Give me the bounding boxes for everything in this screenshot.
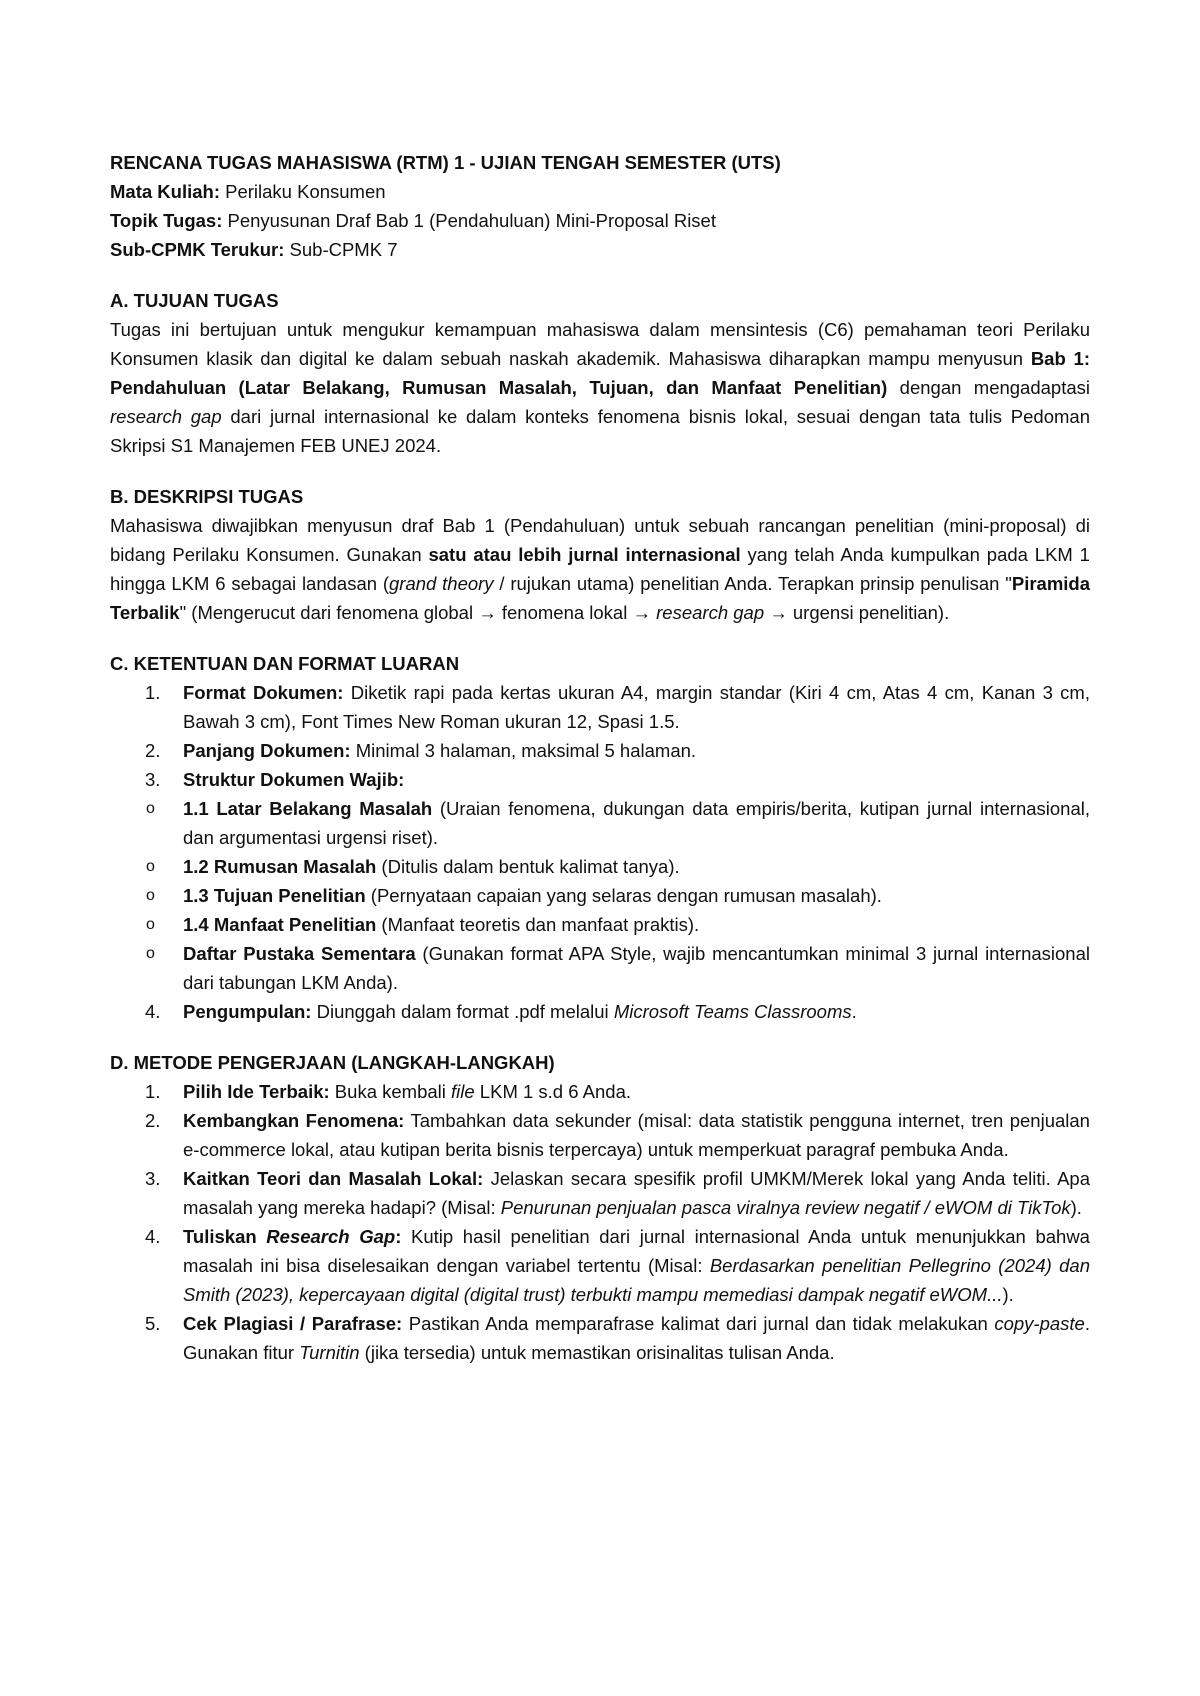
document-title: RENCANA TUGAS MAHASISWA (RTM) 1 - UJIAN TENGAH SEMESTER (UTS) [110,152,781,173]
item-label: 1.4 Manfaat Penelitian [183,914,377,935]
item-label: Cek Plagiasi / Parafrase: [183,1313,403,1334]
item-label: : [395,1226,402,1247]
list-number: 3. [145,769,161,790]
text-run: ). [1070,1197,1082,1218]
item-text: (Pernyataan capaian yang selaras dengan rumusan masalah). [365,885,882,906]
list-number: 5. [145,1313,161,1334]
list-number: 3. [145,1168,161,1189]
course-line [110,177,1090,206]
text-run: dengan mengadaptasi [887,377,1091,398]
topic-value: Penyusunan Draf Bab 1 (Pendahuluan) Mini-Proposal Riset [227,210,716,231]
italic-run: file [451,1081,475,1102]
text-run: Pastikan Anda memparafrase kalimat dari jurnal dan tidak melakukan [402,1313,995,1334]
sublist-item [110,794,1090,852]
italic-run: Turnitin [299,1342,360,1363]
item-text: Minimal 3 halaman, maksimal 5 halaman. [350,740,697,761]
list-item [110,1164,1090,1222]
list-number: 4. [145,1001,161,1022]
bullet-icon: o [146,858,155,875]
sublist-item [110,939,1090,997]
course-label: Mata Kuliah: [110,181,220,202]
text-run: . [851,1001,857,1022]
section-c-heading: C. KETENTUAN DAN FORMAT LUARAN [110,653,460,674]
section-a-paragraph [110,315,1090,460]
item-label: Kembangkan Fenomena: [183,1110,405,1131]
item-text: (Ditulis dalam bentuk kalimat tanya). [376,856,680,877]
course-value: Perilaku Konsumen [225,181,386,202]
italic-run: Penurunan penjualan pasca viralnya review negatif / eWOM di TikTok [500,1197,1071,1218]
topic-label: Topik Tugas: [110,210,223,231]
text-run: yang telah Anda kumpulkan pada LKM 1 hingga LKM 6 sebagai landasan ( [110,544,1090,594]
text-run: . Gunakan fitur [183,1313,1090,1363]
steps-list [110,1077,1090,1367]
text-run: dari jurnal internasional ke dalam konteks fenomena bisnis lokal, sesuai dengan tata tulis Pedoman Skripsi S1 Manajemen FEB UNEJ 2024. [110,406,1091,456]
italic-run: research gap [656,602,765,623]
italic-run: copy-paste [994,1313,1085,1334]
text-run: / rujukan utama) penelitian Anda. Terapkan prinsip penulisan " [493,573,1012,594]
list-item [110,1222,1090,1309]
item-label: Kaitkan Teori dan Masalah Lokal: [183,1168,484,1189]
list-item [110,765,1090,997]
text-run: Buka kembali [329,1081,452,1102]
italic-run: grand theory [389,573,494,594]
bold-run: satu atau lebih jurnal internasional [428,544,741,565]
section-a-heading: A. TUJUAN TUGAS [110,290,279,311]
sublist-item [110,881,1090,910]
bullet-icon: o [146,800,155,817]
text-run: LKM 1 s.d 6 Anda. [474,1081,631,1102]
item-label: Struktur Dokumen Wajib: [183,769,405,790]
bullet-icon: o [146,945,155,962]
arrow-icon: → [632,602,651,623]
arrow-icon: → [478,602,497,623]
bullet-icon: o [146,887,155,904]
list-item [110,736,1090,765]
bullet-icon: o [146,916,155,933]
item-label: 1.2 Rumusan Masalah [183,856,377,877]
list-number: 2. [145,1110,161,1131]
subcpmk-label: Sub-CPMK Terukur: [110,239,285,260]
italic-run: research gap [110,406,222,427]
subcpmk-value: Sub-CPMK 7 [289,239,398,260]
sublist-item [110,910,1090,939]
item-label: Pengumpulan: [183,1001,312,1022]
text-run: fenomena lokal [496,602,633,623]
italic-run: Microsoft Teams Classrooms [613,1001,852,1022]
text-run: Tambahkan data sekunder (misal: data statistik pengguna internet, tren penjualan e-commerce lokal, atau kutipan berita bisnis terpercaya) untuk memperkuat paragraf pembuka Anda. [183,1110,1090,1160]
item-label: Daftar Pustaka Sementara [183,943,416,964]
item-label: 1.3 Tujuan Penelitian [183,885,366,906]
item-label: Panjang Dokumen: [183,740,351,761]
item-label-italic: Research Gap [266,1226,396,1247]
structure-sublist [110,794,1090,997]
list-number: 2. [145,740,161,761]
list-item [110,1077,1090,1106]
text-run: (jika tersedia) untuk memastikan orisinalitas tulisan Anda. [359,1342,835,1363]
list-item [110,997,1090,1026]
bold-run: Piramida Terbalik [110,573,1091,623]
item-text: (Gunakan format APA Style, wajib mencantumkan minimal 3 jurnal internasional dari tabungan LKM Anda). [183,943,1090,993]
bold-run: Bab 1: Pendahuluan (Latar Belakang, Rumusan Masalah, Tujuan, dan Manfaat Penelitian) [110,348,1090,398]
list-number: 1. [145,682,161,703]
topic-line [110,206,1090,235]
list-number: 1. [145,1081,161,1102]
list-item [110,1106,1090,1164]
arrow-icon: → [769,602,788,623]
item-label: Pilih Ide Terbaik: [183,1081,330,1102]
text-run: urgensi penelitian). [787,602,950,623]
item-label: 1.1 Latar Belakang Masalah [183,798,433,819]
subcpmk-line [110,235,1090,264]
text-run: " (Mengerucut dari fenomena global [179,602,479,623]
item-text: Diunggah dalam format .pdf melalui [311,1001,614,1022]
text-run: Mahasiswa diwajibkan menyusun draf Bab 1 (Pendahuluan) untuk sebuah rancangan penelitian (mini-proposal) di bidang Perilaku Konsumen. Gunakan [110,515,1090,565]
text-run: Kutip hasil penelitian dari jurnal internasional Anda untuk menunjukkan bahwa masalah ini bisa diselesaikan dengan variabel tertentu (Misal: [183,1226,1090,1276]
format-list [110,678,1090,1026]
list-item [110,1309,1090,1367]
list-item [110,678,1090,736]
item-text: (Uraian fenomena, dukungan data empiris/berita, kutipan jurnal internasional, dan argumentasi urgensi riset). [183,798,1091,848]
item-label: Format Dokumen: [183,682,344,703]
italic-run: Berdasarkan penelitian Pellegrino (2024) dan Smith (2023), kepercayaan digital (digital trust) terbukti mampu memediasi dampak negatif eWOM... [183,1255,1090,1305]
list-number: 4. [145,1226,161,1247]
item-label: Tuliskan [183,1226,267,1247]
text-run: Jelaskan secara spesifik profil UMKM/Merek lokal yang Anda teliti. Apa masalah yang mereka hadapi? (Misal: [183,1168,1090,1218]
text-run: Tugas ini bertujuan untuk mengukur kemampuan mahasiswa dalam mensintesis (C6) pemahaman teori Perilaku Konsumen klasik dan digital ke dalam sebuah naskah akademik. Mahasiswa diharapkan mampu menyusun [110,319,1090,369]
item-text: (Manfaat teoretis dan manfaat praktis). [376,914,700,935]
text-run: ). [1002,1284,1014,1305]
sublist-item [110,852,1090,881]
item-text: Diketik rapi pada kertas ukuran A4, margin standar (Kiri 4 cm, Atas 4 cm, Kanan 3 cm, Bawah 3 cm), Font Times New Roman ukuran 12, Spasi 1.5. [183,682,1090,732]
section-d-heading: D. METODE PENGERJAAN (LANGKAH-LANGKAH) [110,1052,555,1073]
section-b-paragraph [110,511,1090,627]
section-b-heading: B. DESKRIPSI TUGAS [110,486,304,507]
